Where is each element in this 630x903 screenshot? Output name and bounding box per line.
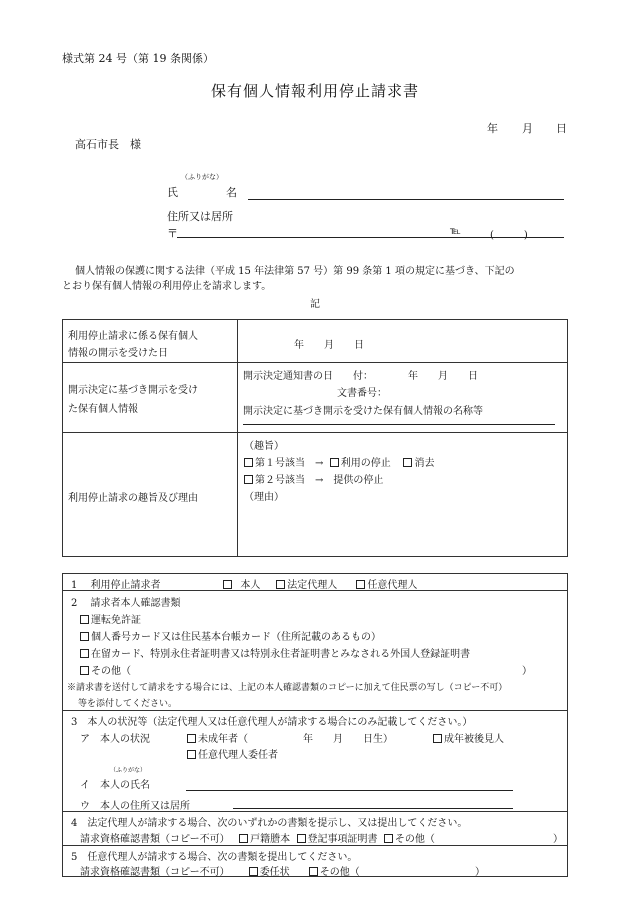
info-name-input-line[interactable]	[243, 424, 555, 425]
doc-residence-card: 在留カード、特別永住者証明書又は特別永住者証明書とみなされる外国人登録証明書	[80, 645, 470, 660]
table-row	[63, 433, 568, 557]
voluntary-agent-docs: 請求資格確認書類（コピー不可） 委任状 その他（	[80, 867, 360, 878]
minor-option: 未成年者（	[187, 730, 248, 745]
name-label-1: 氏	[167, 186, 178, 199]
doc-number-label: 文書番号：	[337, 388, 387, 399]
mynumber-card-checkbox[interactable]	[80, 632, 89, 641]
minor-checkbox[interactable]	[187, 734, 196, 743]
disclosed-date-field[interactable]	[238, 320, 568, 363]
disclosed-info-label-2: た保有個人情報	[68, 404, 138, 415]
address-input-line[interactable]	[177, 237, 564, 238]
form-number: 様式第 24 号（第 19 条関係）	[62, 52, 214, 65]
table-row	[63, 363, 568, 433]
doc-mynumber-card: 個人番号カード又は住民基本台帳カード（住所記載のあるもの）	[80, 628, 381, 643]
addressee: 高石市長 様	[75, 138, 141, 151]
erase-checkbox[interactable]	[403, 458, 412, 467]
address-label: 住所又は居所	[167, 210, 233, 223]
family-register-checkbox[interactable]	[239, 834, 248, 843]
article2-checkbox[interactable]	[244, 475, 253, 484]
disclosed-info-field[interactable]	[238, 363, 568, 433]
furigana-label: （ふりがな）	[181, 173, 223, 181]
purpose-reason-label: 利用停止請求の趣旨及び理由	[68, 493, 198, 504]
doc-other: その他（	[80, 662, 131, 677]
principal-furigana: （ふりがな）	[110, 767, 147, 774]
residence-card-checkbox[interactable]	[80, 649, 89, 658]
disclosed-date-label-1: 利用停止請求に係る保有個人	[68, 331, 198, 342]
power-of-attorney-checkbox[interactable]	[249, 867, 258, 876]
ki-heading: 記	[310, 299, 320, 310]
legal-agent-checkbox[interactable]	[276, 580, 285, 589]
reason-label: （理由）	[244, 492, 284, 503]
doc-drivers-license: 運転免許証	[80, 611, 141, 626]
table-row	[63, 574, 568, 591]
principal-name-input-line[interactable]	[186, 790, 513, 791]
name-label-2: 名	[226, 186, 237, 199]
purpose-reason-field[interactable]	[238, 433, 568, 557]
voluntary-other-checkbox[interactable]	[309, 867, 318, 876]
legal-other-close: ）	[553, 834, 563, 845]
principal-address-label: ウ 本人の住所又は居所	[80, 801, 190, 812]
option-article1: 第１号該当 → 利用の停止 消去	[244, 454, 434, 469]
other-doc-checkbox[interactable]	[80, 666, 89, 675]
name-input-line[interactable]	[248, 199, 564, 200]
legal-other-checkbox[interactable]	[384, 834, 393, 843]
table-row	[63, 812, 568, 846]
section5-label: 5 任意代理人が請求する場合、次の書類を提出してください。	[71, 852, 358, 863]
purpose-label: （趣旨）	[244, 441, 284, 452]
section3-label: 3 本人の状況等（法定代理人又は任意代理人が請求する場合にのみ記載してください。）	[71, 717, 473, 728]
table-row	[63, 711, 568, 812]
disclosed-info-label-1: 開示決定に基づき開示を受け	[68, 385, 198, 396]
requester-info-table	[62, 573, 568, 877]
tel-parens: ( )	[490, 230, 528, 241]
table-row	[63, 846, 568, 877]
mail-note-2: 等を添付してください。	[78, 699, 178, 709]
tel-label: ℡	[450, 226, 461, 237]
requester-type-options: 本人 法定代理人 任意代理人	[223, 576, 417, 591]
table-row	[63, 320, 568, 363]
delegator-option: 任意代理人委任者	[187, 746, 278, 761]
article1-checkbox[interactable]	[244, 458, 253, 467]
page-title: 保有個人情報利用停止請求書	[210, 82, 419, 100]
legal-agent-docs: 請求資格確認書類（コピー不可） 戸籍謄本 登記事項証明書 その他（	[80, 834, 435, 845]
intro-line-2: とおり保有個人情報の利用停止を請求します。	[62, 281, 272, 292]
mail-note-1: ※請求書を送付して請求をする場合には、上記の本人確認書類のコピーに加えて住民票の写し（コピー不可）	[67, 683, 508, 693]
table-row	[63, 591, 568, 711]
doc-other-close: ）	[522, 666, 532, 677]
notice-date-line: 開示決定通知書の日 付： 年 月 日	[243, 371, 478, 382]
birth-date: 年 月 日生）	[303, 734, 393, 745]
voluntary-agent-checkbox[interactable]	[356, 580, 365, 589]
principal-status-label: ア 本人の状況	[80, 734, 150, 745]
delegator-checkbox[interactable]	[187, 750, 196, 759]
suspend-use-checkbox[interactable]	[330, 458, 339, 467]
principal-address-input-line[interactable]	[233, 808, 513, 809]
disclosed-date-label-2: 情報の開示を受けた日	[68, 348, 168, 359]
section1-label: 1 利用停止請求者	[71, 580, 161, 591]
intro-line-1: 個人情報の保護に関する法律（平成 15 年法律第 57 号）第 99 条第 1 項の規定に基づき、下記の	[75, 266, 515, 277]
section4-label: 4 法定代理人が請求する場合、次のいずれかの書類を提示し、又は提出してください。	[71, 818, 468, 829]
option-article2: 第２号該当 → 提供の停止	[244, 471, 383, 486]
date-year-label: 年	[487, 122, 498, 135]
drivers-license-checkbox[interactable]	[80, 615, 89, 624]
request-details-table	[62, 319, 568, 557]
adult-ward-checkbox[interactable]	[433, 734, 442, 743]
voluntary-other-close: ）	[475, 867, 485, 878]
section2-label: 2 請求者本人確認書類	[71, 598, 181, 609]
adult-ward-option: 成年被後見人	[433, 730, 504, 745]
date-day-label: 日	[556, 122, 567, 135]
registry-certificate-checkbox[interactable]	[297, 834, 306, 843]
disclosed-date-value: 年 月 日	[294, 340, 364, 351]
self-checkbox[interactable]	[223, 580, 232, 589]
principal-name-label: イ 本人の氏名	[80, 780, 150, 791]
info-name-label: 開示決定に基づき開示を受けた保有個人情報の名称等	[243, 406, 483, 417]
date-month-label: 月	[522, 122, 533, 135]
postal-mark: 〒	[167, 227, 178, 240]
